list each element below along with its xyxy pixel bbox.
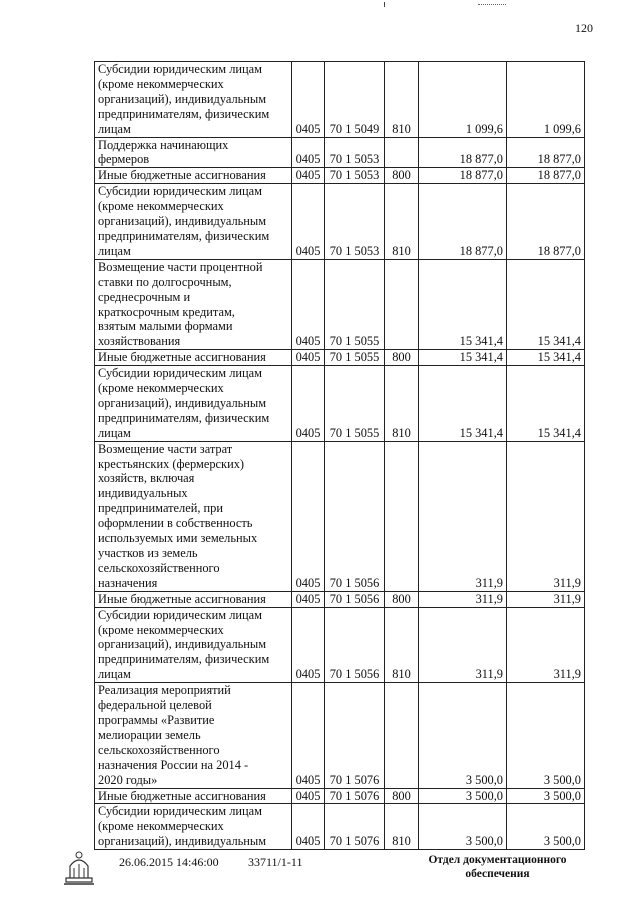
row-section: 0405 [292,591,325,607]
table-row [95,137,585,168]
row-expense-type: 810 [385,366,419,442]
budget-table-body [95,62,585,850]
row-sum-approved: 18 877,0 [507,184,585,260]
row-expense-type [385,137,419,168]
row-sum-approved: 3 500,0 [507,683,585,788]
row-target-article: 70 1 5056 [325,441,385,591]
table-row [95,184,585,260]
row-sum-2015: 18 877,0 [419,184,507,260]
row-expense-type: 810 [385,62,419,138]
row-name: Субсидии юридическим лицам (кроме некоммерческих организаций), индивидуальным предпринимателям, физическим лицам [95,62,292,138]
row-section: 0405 [292,683,325,788]
row-target-article: 70 1 5056 [325,607,385,683]
row-section: 0405 [292,804,325,850]
row-expense-type: 800 [385,788,419,804]
row-expense-type: 810 [385,184,419,260]
row-target-article: 70 1 5055 [325,366,385,442]
row-name: Субсидии юридическим лицам (кроме некоммерческих организаций), индивидуальным [95,804,292,850]
row-target-article: 70 1 5076 [325,788,385,804]
row-sum-approved: 311,9 [507,591,585,607]
row-sum-2015: 311,9 [419,607,507,683]
row-target-article: 70 1 5053 [325,137,385,168]
row-target-article: 70 1 5049 [325,62,385,138]
row-sum-2015: 311,9 [419,591,507,607]
row-name: Поддержка начинающих фермеров [95,137,292,168]
table-row [95,350,585,366]
page-number: 120 [575,21,593,35]
table-row [95,607,585,683]
row-target-article: 70 1 5053 [325,168,385,184]
row-sum-approved: 15 341,4 [507,350,585,366]
row-sum-approved: 3 500,0 [507,788,585,804]
row-name: Иные бюджетные ассигнования [95,591,292,607]
row-expense-type [385,683,419,788]
row-sum-2015: 3 500,0 [419,683,507,788]
row-sum-2015: 15 341,4 [419,350,507,366]
row-name: Реализация мероприятий федеральной целевой программы «Развитие мелиорации земель сельскохозяйственного назначения России на 2014 - 2020 годы» [95,683,292,788]
row-sum-approved: 15 341,4 [507,259,585,349]
row-sum-2015: 18 877,0 [419,137,507,168]
row-name: Субсидии юридическим лицам (кроме некоммерческих организаций), индивидуальным предпринимателям, физическим лицам [95,607,292,683]
row-name: Возмещение части процентной ставки по долгосрочным, среднесрочным и краткосрочным кредитам, взятым малыми формами хозяйствования [95,259,292,349]
row-section: 0405 [292,168,325,184]
row-target-article: 70 1 5053 [325,184,385,260]
row-section: 0405 [292,259,325,349]
footer-department: Отдел документационного обеспечения [428,854,567,880]
table-row [95,788,585,804]
row-name: Субсидии юридическим лицам (кроме некоммерческих организаций), индивидуальным предпринимателям, физическим лицам [95,366,292,442]
footer-date: 26.06.2015 14:46:00 [119,855,219,869]
row-sum-2015: 15 341,4 [419,259,507,349]
table-row [95,62,585,138]
row-expense-type: 810 [385,607,419,683]
row-expense-type: 800 [385,350,419,366]
footer-doc-number: 33711/1-11 [248,855,303,869]
row-section: 0405 [292,366,325,442]
row-target-article: 70 1 5076 [325,683,385,788]
table-row [95,804,585,850]
budget-table [94,61,585,850]
row-sum-approved: 18 877,0 [507,168,585,184]
row-section: 0405 [292,607,325,683]
row-sum-2015: 3 500,0 [419,804,507,850]
row-section: 0405 [292,184,325,260]
row-expense-type: 800 [385,591,419,607]
row-sum-approved: 1 099,6 [507,62,585,138]
row-section: 0405 [292,137,325,168]
row-section: 0405 [292,788,325,804]
row-expense-type: 800 [385,168,419,184]
table-row [95,441,585,591]
row-name: Иные бюджетные ассигнования [95,350,292,366]
row-sum-approved: 18 877,0 [507,137,585,168]
row-target-article: 70 1 5055 [325,259,385,349]
row-expense-type [385,259,419,349]
row-sum-2015: 1 099,6 [419,62,507,138]
row-section: 0405 [292,441,325,591]
table-row [95,168,585,184]
table-row [95,259,585,349]
row-name: Возмещение части затрат крестьянских (фермерских) хозяйств, включая индивидуальных предпринимателей, при оформлении в собственность используемых ими земельных участков из земель сельскохозяйственного назначения [95,441,292,591]
row-target-article: 70 1 5056 [325,591,385,607]
row-name: Субсидии юридическим лицам (кроме некоммерческих организаций), индивидуальным предпринимателям, физическим лицам [95,184,292,260]
row-sum-2015: 18 877,0 [419,168,507,184]
row-section: 0405 [292,62,325,138]
table-row [95,683,585,788]
row-target-article: 70 1 5076 [325,804,385,850]
row-section: 0405 [292,350,325,366]
row-sum-approved: 311,9 [507,441,585,591]
scan-mark [384,2,385,7]
coat-of-arms-icon [62,846,96,886]
scan-mark [478,4,506,6]
row-name: Иные бюджетные ассигнования [95,168,292,184]
row-expense-type [385,441,419,591]
row-sum-2015: 311,9 [419,441,507,591]
row-sum-2015: 15 341,4 [419,366,507,442]
table-row [95,366,585,442]
row-sum-2015: 3 500,0 [419,788,507,804]
row-sum-approved: 15 341,4 [507,366,585,442]
row-sum-approved: 3 500,0 [507,804,585,850]
row-sum-approved: 311,9 [507,607,585,683]
table-row [95,591,585,607]
row-expense-type: 810 [385,804,419,850]
row-target-article: 70 1 5055 [325,350,385,366]
row-name: Иные бюджетные ассигнования [95,788,292,804]
